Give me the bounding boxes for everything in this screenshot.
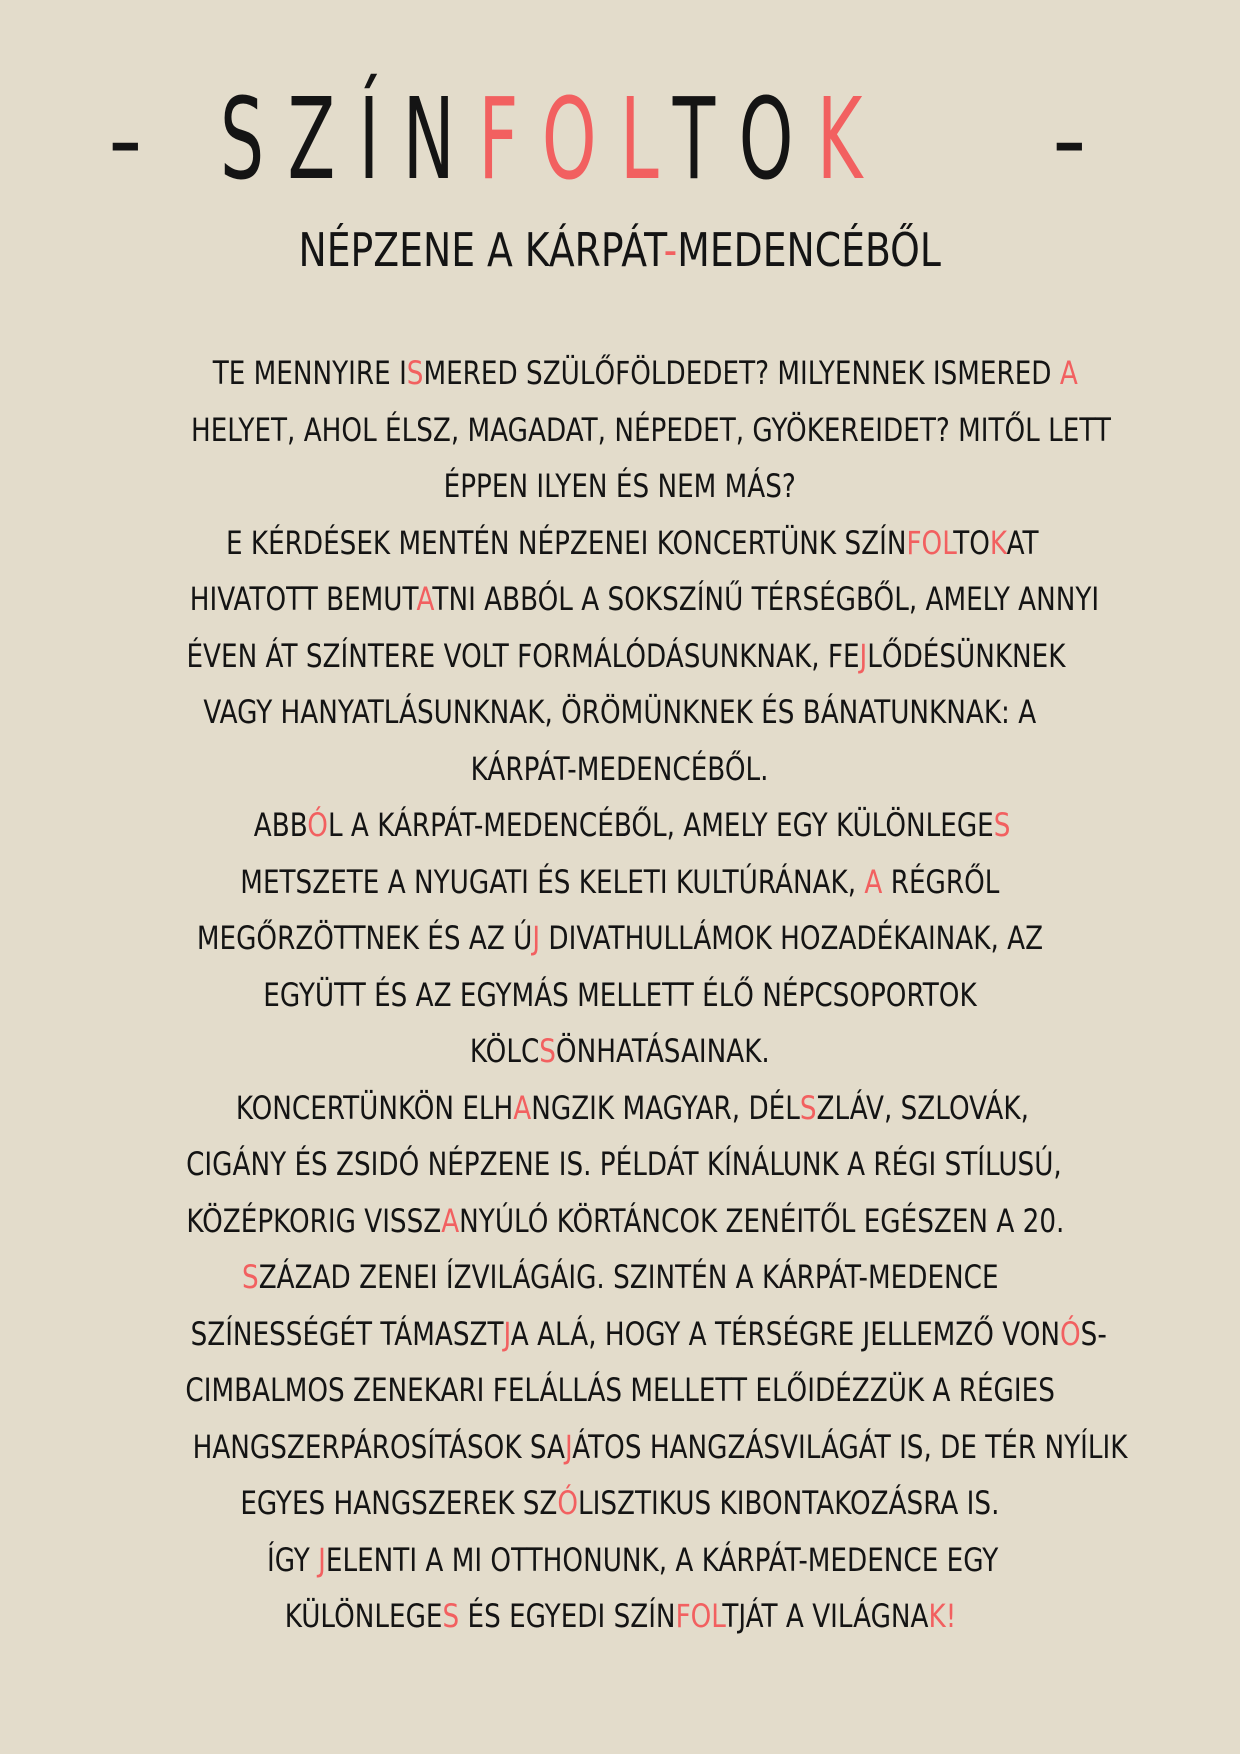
text-segment: METSZETE A NYUGATI ÉS KELETI KULTÚRÁNAK, [240, 862, 865, 901]
accent-text: FOL [906, 523, 954, 562]
body-line [90, 684, 1150, 741]
text-segment: ABB [229, 806, 308, 844]
accent-text: A [1059, 354, 1078, 392]
text-segment: TO [672, 75, 817, 205]
body-line [90, 741, 1150, 798]
body-line [90, 571, 1150, 628]
text-segment: KÁRPÁT-MEDENCÉBŐL. [471, 749, 769, 788]
accent-text: J [859, 636, 868, 675]
text-segment: VAGY HANYATLÁSUNKNAK, ÖRÖMÜNKNEK ÉS BÁNATUNKNAK: A [203, 693, 1037, 731]
accent-text: K [816, 75, 887, 205]
body-line [90, 402, 1150, 459]
title-right-dash: - [1052, 84, 1087, 196]
text-segment: ZLÁV, SZLOVÁK, [816, 1088, 1030, 1127]
accent-text: S [800, 1088, 817, 1127]
body-line [90, 458, 1150, 515]
accent-text: S [406, 354, 424, 392]
accent-text: J [318, 1540, 326, 1579]
accent-text: - [663, 223, 678, 277]
accent-text: S [539, 1032, 557, 1070]
title-row [0, 75, 1240, 205]
body-line [90, 1249, 1150, 1306]
accent-text: A [416, 580, 433, 618]
text-segment: CIGÁNY ÉS ZSIDÓ NÉPZENE IS. PÉLDÁT KÍNÁLUNK A RÉGI STÍLUSÚ, [186, 1145, 1062, 1183]
text-segment: ÉS EGYEDI SZÍN [458, 1597, 676, 1635]
accent-text: Ó [307, 806, 329, 844]
body-text [90, 345, 1150, 1645]
body-line [90, 1306, 1150, 1363]
text-segment: HIVATOTT BEMUT [189, 580, 417, 618]
accent-text: J [564, 1427, 573, 1466]
body-line [90, 515, 1150, 572]
text-segment: DIVATHULLÁMOK HOZADÉKAINAK, AZ [540, 919, 1044, 957]
title-left-dash: - [108, 84, 143, 196]
text-segment: HELYET, AHOL ÉLSZ, MAGADAT, NÉPEDET, GYÖKEREIDET? MITŐL LETT [190, 410, 1111, 449]
text-segment: ÉVEN ÁT SZÍNTERE VOLT FORMÁLÓDÁSUNKNAK, FE [186, 636, 860, 675]
text-segment: EGYÜTT ÉS AZ EGYMÁS MELLETT ÉLŐ NÉPCSOPORTOK [263, 975, 977, 1014]
text-segment: L A KÁRPÁT-MEDENCÉBŐL, AMELY EGY KÜLÖNLEGE [328, 806, 995, 844]
body-line [90, 967, 1150, 1024]
accent-text: S [994, 806, 1011, 844]
accent-text: FOL [675, 1597, 722, 1635]
text-segment: MEGŐRZÖTTNEK ÉS AZ Ú [196, 919, 533, 957]
accent-text: S [442, 1597, 459, 1635]
body-line [90, 345, 1150, 402]
text-segment: AT [1006, 523, 1039, 562]
body-line [90, 854, 1150, 911]
text-segment: TO [953, 523, 991, 562]
text-segment: HANGSZERPÁROSÍTÁSOK SA [192, 1427, 565, 1466]
text-segment: A ALÁ, HOGY A TÉRSÉGRE JELLEMZŐ VON [510, 1314, 1061, 1353]
text-segment: ÉPPEN ILYEN ÉS NEM MÁS? [443, 467, 797, 505]
text-segment: KONCERTÜNKÖN ELH [210, 1088, 514, 1127]
body-line [90, 628, 1150, 685]
text-segment: KÖZÉPKORIG VISSZ [186, 1201, 442, 1240]
body-line [90, 1136, 1150, 1193]
accent-text: S [241, 1258, 259, 1296]
text-segment: NÉPZENE A KÁRPÁT [298, 223, 664, 277]
body-line [90, 910, 1150, 967]
text-segment: SZÍN [220, 75, 479, 205]
accent-text: A [513, 1088, 532, 1127]
text-segment: ÖNHATÁSAINAK. [556, 1032, 770, 1070]
text-segment: NGZIK MAGYAR, DÉL [531, 1088, 801, 1127]
text-segment: E KÉRDÉSEK MENTÉN NÉPZENEI KONCERTÜNK SZÍN [201, 523, 907, 562]
accent-text: J [503, 1314, 511, 1353]
text-segment: MEDENCÉBŐL [677, 223, 942, 277]
text-segment: NYÚLÓ KÖRTÁNCOK ZENÉITŐL EGÉSZEN A 20. [459, 1201, 1065, 1240]
body-line [90, 1362, 1150, 1419]
text-segment: ÁTOS HANGZÁSVILÁGÁT IS, DE TÉR NYÍLIK [572, 1427, 1128, 1466]
text-segment: KÖLC [470, 1032, 540, 1070]
text-segment: ELENTI A MI OTTHONUNK, A KÁRPÁT-MEDENCE EGY [325, 1540, 999, 1579]
text-segment: TNI ABBÓL A SOKSZÍNŰ TÉRSÉGBŐL, AMELY ANNYI [432, 580, 1100, 618]
accent-text: Ó [557, 1484, 579, 1522]
body-line [90, 1588, 1150, 1645]
accent-text: J [532, 919, 541, 957]
text-segment: KÜLÖNLEGE [284, 1597, 443, 1635]
accent-text: A [441, 1201, 460, 1240]
text-segment: EGYES HANGSZEREK SZ [240, 1484, 558, 1522]
text-segment: CIMBALMOS ZENEKARI FELÁLLÁS MELLETT ELŐIDÉZZÜK A RÉGIES [185, 1371, 1055, 1409]
text-segment: ÍGY [241, 1540, 319, 1579]
accent-text: FOL [478, 75, 673, 205]
text-segment: SZÍNESSÉGÉT TÁMASZT [190, 1314, 504, 1353]
accent-text: Ó [1060, 1314, 1081, 1353]
accent-text: K [990, 523, 1007, 562]
text-segment: S- [1080, 1314, 1107, 1353]
text-segment: LISZTIKUS KIBONTAKOZÁSRA IS. [578, 1484, 1000, 1522]
body-line [90, 1023, 1150, 1080]
text-segment: RÉGRŐL [882, 862, 1000, 901]
body-line [90, 1532, 1150, 1589]
body-line [90, 1080, 1150, 1137]
text-segment: TE MENNYIRE I [187, 354, 407, 392]
text-segment: LŐDÉSÜNKNEK [867, 636, 1066, 675]
body-line [90, 1475, 1150, 1532]
accent-text: A [864, 862, 883, 901]
accent-text: K! [928, 1597, 956, 1635]
text-segment: ZÁZAD ZENEI ÍZVILÁGÁIG. SZINTÉN A KÁRPÁT-MEDENCE [258, 1258, 999, 1296]
poster-subtitle [0, 222, 1240, 278]
body-line [90, 1193, 1150, 1250]
body-line [90, 797, 1150, 854]
poster-title [220, 75, 886, 205]
text-segment: TJÁT A VILÁGNA [721, 1597, 929, 1635]
text-segment: MERED SZÜLŐFÖLDEDET? MILYENNEK ISMERED [423, 354, 1060, 392]
body-line [90, 1419, 1150, 1476]
